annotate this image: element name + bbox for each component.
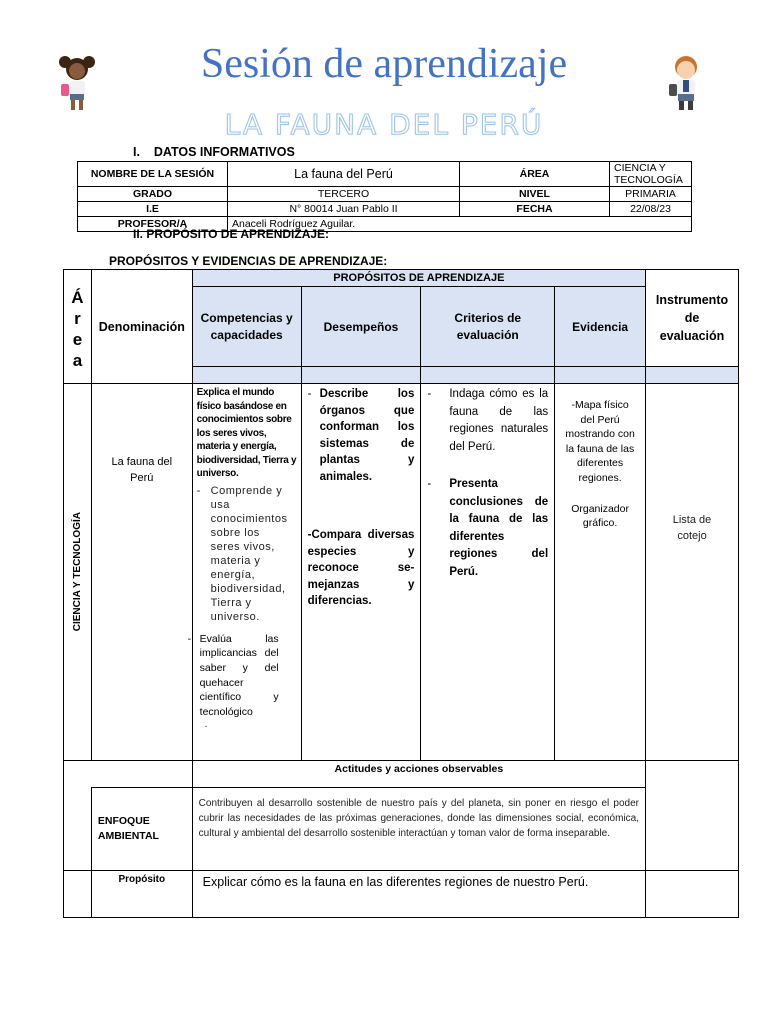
learning-table xyxy=(63,269,739,918)
evidencia-item: -Mapa físico del Perú mostrando con la fauna de las diferentes regiones. xyxy=(565,399,635,484)
denominacion-header-text: Denominación xyxy=(98,319,185,334)
criterio-text: Presenta conclusiones de la fauna de las diferentes regiones del Perú. xyxy=(449,478,549,578)
competencias-cell xyxy=(187,384,301,761)
info-value: 22/08/23 xyxy=(610,202,692,217)
info-label: GRADO xyxy=(78,187,228,202)
propositos-header: PROPÓSITOS DE APRENDIZAJE xyxy=(192,270,645,287)
criterio-text: Indaga cómo es la fauna de las regiones naturales del Perú. xyxy=(449,388,549,453)
info-value: Anaceli Rodríguez Aguilar. xyxy=(228,217,692,232)
info-value: CIENCIA Y TECNOLOGÍA xyxy=(610,162,692,187)
info-table xyxy=(77,161,692,232)
header-spacer xyxy=(301,367,421,384)
capacidad-item: - Comprende y usa conocimientos sobre los seres vivos, materia y energía, biodiversidad, Tierra y universo. xyxy=(197,484,297,624)
info-value: TERCERO xyxy=(228,187,460,202)
area-letter: a xyxy=(72,351,83,370)
section-heading-datos: I. DATOS INFORMATIVOS xyxy=(133,145,295,159)
evidencia-header: Evidencia xyxy=(555,287,646,367)
area-letter: e xyxy=(72,330,83,349)
capacidad-text: Evalúa las implicancias del saber y del quehacer científico y tecnológico xyxy=(199,632,279,719)
enfoque-header: ENFOQUE AMBIENTAL xyxy=(91,788,192,871)
area-value-cell xyxy=(64,384,92,761)
area-value: CIENCIA Y TECNOLOGÍA xyxy=(71,512,83,632)
desempenos-cell xyxy=(301,384,421,761)
page-subtitle: LA FAUNA DEL PERÚ xyxy=(224,108,544,141)
header-spacer xyxy=(646,367,739,384)
area-header xyxy=(64,270,92,384)
desempeno-item: -Compara diversas especies y reconoce se-mejanzas y diferencias. xyxy=(307,529,415,607)
header-spacer xyxy=(421,367,555,384)
info-label: ÁREA xyxy=(460,162,610,187)
instrumento-header: Instrumento de evaluación xyxy=(646,270,739,367)
competencias-header: Competencias y capacidades xyxy=(192,287,301,367)
enfoque-value: Contribuyen al desarrollo sostenible de nuestro país y del planeta, sin poner en riesgo el poder cubrir las necesidades de las próximas generaciones, donde las dimensiones social, económica, cultural y ambiental del desarrollo sostenible interactúan y toman valor de forma inseparable. xyxy=(192,788,645,871)
capacidad-text: Comprende y usa conocimientos sobre los seres vivos, materia y energía, biodiversidad, Tierra y universo. xyxy=(210,484,288,623)
header-spacer xyxy=(555,367,646,384)
capacidad-item: - Evalúa las implicancias del saber y del quehacer científico y tecnológico xyxy=(188,632,297,720)
denominacion-value: La fauna del Perú xyxy=(91,384,192,761)
info-label: I.E xyxy=(78,202,228,217)
proposito-value: Explicar cómo es la fauna en las diferentes regiones de nuestro Perú. xyxy=(192,871,645,918)
info-value: PRIMARIA xyxy=(610,187,692,202)
area-letter: r xyxy=(74,309,81,328)
info-value: N° 80014 Juan Pablo II xyxy=(228,202,460,217)
enfoque-spacer xyxy=(64,788,92,871)
actitudes-spacer xyxy=(64,761,193,788)
proposito-empty xyxy=(646,871,739,918)
desempeno-item: - Describe los órganos que conforman los sistemas de plantas y animales. xyxy=(308,386,415,485)
info-value: La fauna del Perú xyxy=(228,162,460,187)
info-label: FECHA xyxy=(460,202,610,217)
enfoque-empty xyxy=(646,788,739,871)
info-label: NOMBRE DE LA SESIÓN xyxy=(78,162,228,187)
competencia-title: Explica el mundo físico basándose en conocimientos sobre los seres vivos, materia y energía, biodiversidad, Tierra y universo. xyxy=(196,387,297,479)
info-label: NIVEL xyxy=(460,187,610,202)
desempeno-text: Describe los órganos que conforman los sistemas de plantas y animales. xyxy=(319,388,415,483)
desempenos-header: Desempeños xyxy=(301,287,421,367)
criterios-cell xyxy=(421,384,555,761)
actitudes-header: Actitudes y acciones observables xyxy=(192,761,645,788)
section-heading-evidencias: PROPÓSITOS Y EVIDENCIAS DE APRENDIZAJE: xyxy=(109,254,388,268)
proposito-header: Propósito xyxy=(91,871,192,918)
evidencia-item: Organizador gráfico. xyxy=(571,502,629,530)
page-title: Sesión de aprendizaje xyxy=(200,41,568,87)
instrumento-value: Lista de cotejo xyxy=(646,384,739,761)
section-heading-proposito: II. PROPÓSITO DE APRENDIZAJE: xyxy=(133,227,330,241)
evidencia-cell xyxy=(555,384,646,761)
actitudes-empty xyxy=(646,761,739,788)
criterio-item: - Presenta conclusiones de la fauna de las diferentes regiones del Perú. xyxy=(427,476,548,581)
header-spacer xyxy=(192,367,301,384)
area-letter: Á xyxy=(71,288,84,307)
capacidad-dot: . xyxy=(204,718,208,730)
proposito-spacer xyxy=(64,871,92,918)
info-label: PROFESOR/A xyxy=(78,217,228,232)
denominacion-header xyxy=(91,270,192,384)
criterios-header: Criterios de evaluación xyxy=(421,287,555,367)
criterio-item: - Indaga cómo es la fauna de las regiones naturales del Perú. xyxy=(427,386,548,456)
